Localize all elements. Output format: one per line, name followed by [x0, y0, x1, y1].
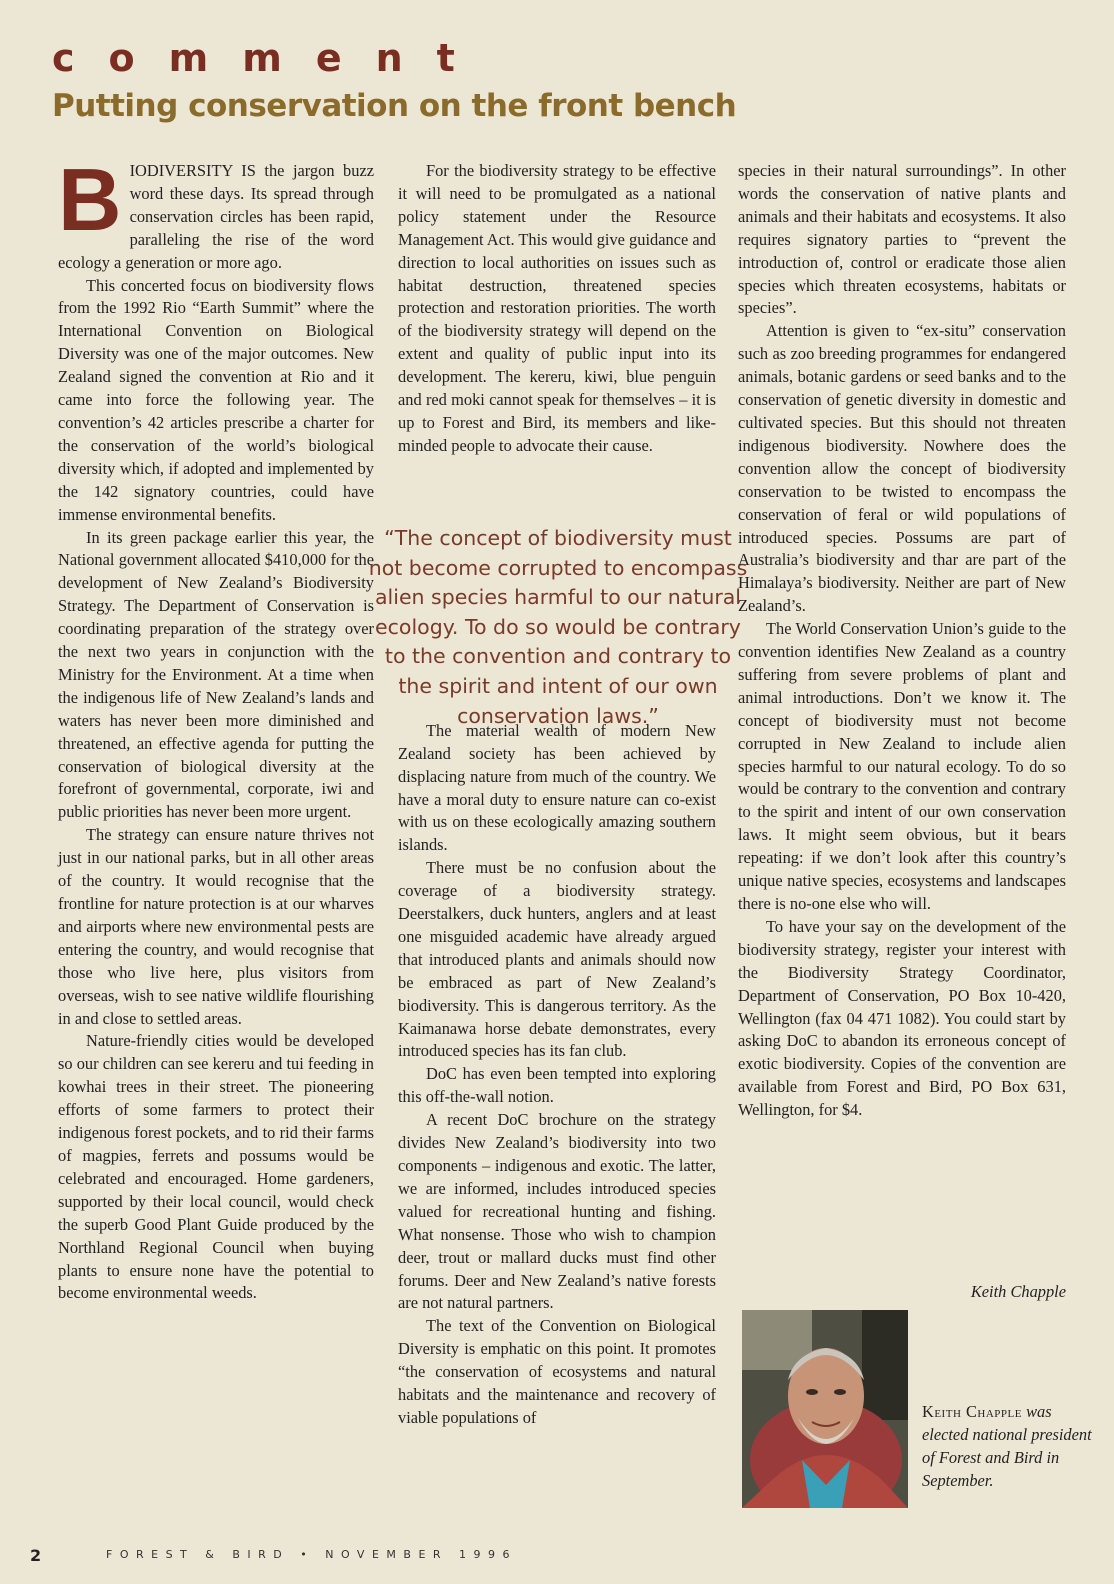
paragraph: The material wealth of modern New Zealand society has been achieved by displacing nature from much of the country. We have a moral duty to ensure nature can co-exist with us on these ecologically amazing southern islands.: [398, 720, 716, 855]
paragraph: A recent DoC brochure on the strategy divides New Zealand’s biodiversity into two components – indigenous and exotic. The latter, we are informed, includes introduced species valued for recreational hunting and fishing. What nonsense. Those who wish to champion deer, trout or mallard ducks must find other forums. Deer and New Zealand’s native forests are not natural partners.: [398, 1110, 716, 1313]
paragraph-text: IODIVERSITY IS the jargon buzz word these days. Its spread through conservation circles has been rapid, paralleling the rise of the word ecology a generation or more ago.: [58, 161, 374, 272]
article-column-3: [738, 160, 1066, 1122]
caption-text: was elected national president of Forest and Bird in September.: [922, 1402, 1092, 1490]
paragraph: The World Conservation Union’s guide to the convention identifies New Zealand as a country suffering from severe problems of plant and animal introductions. Don’t we know it. The concept of biodiversity must not become corrupted in New Zealand to include alien species harmful to our natural ecology. To do so would be contrary to the convention and contrary to the spirit and intent of our own conservation laws. It might seem obvious, but it bears repeating: if we don’t look after this country’s unique native species, ecosystems and landscapes there is no-one else who will.: [738, 619, 1066, 913]
publication-footer: FOREST & BIRD • NOVEMBER 1996: [106, 1548, 518, 1561]
author-photo: [742, 1310, 908, 1508]
paragraph: For the biodiversity strategy to be effective it will need to be promulgated as a national policy statement under the Resource Management Act. This would give guidance and direction to local authorities on issues such as habitat destruction, threatened species protection and restoration priorities. The worth of the biodiversity strategy will depend on the extent and quality of public input into its development. The kereru, kiwi, blue penguin and red moki cannot speak for themselves – it is up to Forest and Bird, its members and like-minded people to advocate their cause.: [398, 161, 716, 455]
section-kicker: comment: [52, 36, 489, 80]
pull-quote: “The concept of biodiversity must not become corrupted to encompass alien species harmful to our natural ecology. To do so would be contrary to the convention and contrary to the spirit and intent of our own conservation laws.”: [368, 526, 748, 728]
paragraph: DoC has even been tempted into exploring this off-the-wall notion.: [398, 1064, 716, 1107]
drop-cap: B: [58, 150, 122, 249]
paragraph: species in their natural surroundings”. In other words the conservation of native plants and animals and their habitats and ecosystems. It also requires signatory parties to “prevent the introduction of, control or eradicate those alien species which threaten ecosystems, habitats or species”.: [738, 161, 1066, 318]
article-column-1: [58, 150, 374, 1305]
author-signature: Keith Chapple: [970, 1282, 1066, 1301]
paragraph: In its green package earlier this year, the National government allocated $410,000 for the development of New Zealand’s Biodiversity Strategy. The Department of Conservation is coordinating preparation of the strategy over the next two years in conjunction with the Ministry for the Environment. At a time when the indigenous life of New Zealand’s lands and waters has never been more diminished and threatened, an effective agenda for putting the conservation of biological diversity at the forefront of governmental, corporate, iwi and public priorities has never been more urgent.: [58, 527, 374, 822]
paragraph: [58, 150, 374, 275]
article-headline: Putting conservation on the front bench: [52, 88, 737, 124]
article-column-2: [398, 160, 716, 1430]
photo-caption: [922, 1400, 1092, 1492]
paragraph: There must be no confusion about the coverage of a biodiversity strategy. Deerstalkers, duck hunters, anglers and at least one misguided academic have already argued that introduced plants and animals should now be embraced as part of New Zealand’s biodiversity. This is dangerous territory. As the Kaimanawa horse debate demonstrates, every introduced species has its fan club.: [398, 858, 716, 1061]
paragraph: The text of the Convention on Biological Diversity is emphatic on this point. It promotes “the conservation of ecosystems and natural habitats and the maintenance and recovery of viable populations of: [398, 1316, 716, 1427]
paragraph: This concerted focus on biodiversity flows from the 1992 Rio “Earth Summit” where the International Convention on Biological Diversity was one of the major outcomes. New Zealand signed the convention at Rio and it came into force the following year. The convention’s 42 articles prescribe a charter for the conservation of the world’s biological diversity which, if adopted and implemented by the 142 signatory countries, could have immense environmental benefits.: [58, 275, 374, 524]
paragraph: Nature-friendly cities would be developed so our children can see kereru and tui feeding in kowhai trees in their street. The pioneering efforts of some farmers to protect their indigenous forest pockets, and to rid their farms of magpies, ferrets and possums would be celebrated and encouraged. Home gardeners, supported by their local council, would check the superb Good Plant Guide produced by the Northland Regional Council when buying plants to ensure none have the potential to become environmental weeds.: [58, 1031, 374, 1303]
paragraph: The strategy can ensure nature thrives not just in our national parks, but in all other areas of the country. It would recognise that the frontline for nature protection is at our wharves and airports where new environmental pests are entering the country, and would recognise that those who live here, plus visitors from overseas, wish to see native wildlife flourishing in and close to settled areas.: [58, 825, 374, 1028]
caption-name: Keith Chapple: [922, 1402, 1022, 1421]
paragraph: Attention is given to “ex-situ” conservation such as zoo breeding programmes for endangered animals, botanic gardens or seed banks and to the conservation of genetic diversity in domestic and cultivated species. But this should not threaten indigenous biodiversity. Nowhere does the convention allow the concept of biodiversity conservation to be twisted to encompass the conservation of feral or wild populations of introduced species. Possums are part of Australia’s biodiversity and thar are part of the Himalaya’s biodiversity. Neither are part of New Zealand’s.: [738, 321, 1066, 616]
paragraph: To have your say on the development of the biodiversity strategy, register your interest with the Biodiversity Strategy Coordinator, Department of Conservation, PO Box 10-420, Wellington (fax 04 471 1082). You could start by asking DoC to abandon its erroneous concept of exotic biodiversity. Copies of the convention are available from Forest and Bird, PO Box 631, Wellington, for $4.: [738, 916, 1066, 1120]
page-number: 2: [30, 1546, 42, 1565]
